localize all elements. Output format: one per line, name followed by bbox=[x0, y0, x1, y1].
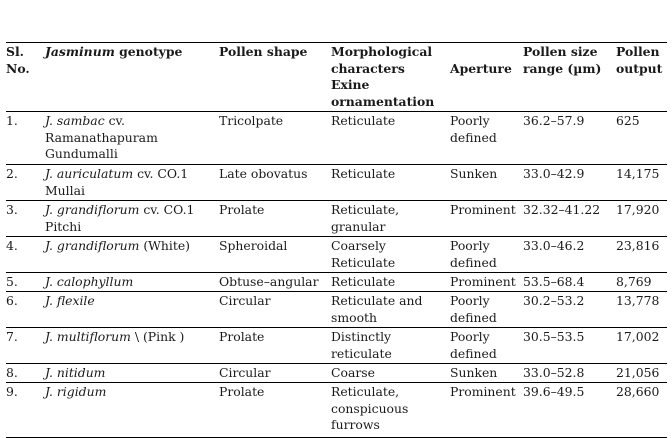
cultivar-name: \ (Pink ) bbox=[130, 329, 185, 344]
cell-morph: Reticulate, granular bbox=[331, 202, 400, 234]
cell-aperture: Prominent bbox=[450, 202, 516, 217]
cell-size: 33.0–46.2 bbox=[523, 238, 585, 253]
cell-aperture: Prominent bbox=[450, 384, 516, 399]
cell-genotype bbox=[45, 274, 133, 291]
header-shape: Pollen shape bbox=[219, 44, 308, 59]
cell-size: 32.32–41.22 bbox=[523, 202, 601, 217]
cell-shape: Tricolpate bbox=[219, 113, 284, 128]
cell-sl: 3. bbox=[6, 202, 18, 217]
cell-morph: Coarse bbox=[331, 365, 375, 380]
cell-shape: Obtuse–angular bbox=[219, 274, 319, 289]
cell-sl: 8. bbox=[6, 365, 18, 380]
cell-shape: Circular bbox=[219, 365, 271, 380]
cell-sl: 7. bbox=[6, 329, 18, 344]
species-name: J. grandiflorum bbox=[45, 202, 140, 217]
species-name: J. nitidum bbox=[45, 365, 106, 380]
cell-genotype bbox=[45, 329, 184, 346]
cell-shape: Prolate bbox=[219, 202, 265, 217]
cell-output: 625 bbox=[616, 113, 640, 128]
cultivar-name: cv. CO.1 Mullai bbox=[45, 166, 189, 198]
cell-output: 21,056 bbox=[616, 365, 660, 380]
cultivar-name: cv. Ramanathapuram Gundumalli bbox=[45, 113, 158, 161]
cell-genotype bbox=[45, 384, 106, 401]
species-name: J. grandiflorum bbox=[45, 238, 140, 253]
cell-size: 33.0–42.9 bbox=[523, 166, 585, 181]
cell-genotype bbox=[45, 293, 95, 310]
cell-sl: 4. bbox=[6, 238, 18, 253]
cultivar-name: (White) bbox=[139, 238, 190, 253]
cell-sl: 6. bbox=[6, 293, 18, 308]
cultivar-name: cv. CO.1 Pitchi bbox=[45, 202, 195, 234]
cell-output: 14,175 bbox=[616, 166, 660, 181]
cell-aperture: Sunken bbox=[450, 166, 498, 181]
table-body bbox=[6, 112, 667, 438]
table-row bbox=[6, 201, 667, 237]
header-aperture: Aperture bbox=[450, 61, 512, 76]
header-output: Pollen output bbox=[616, 44, 663, 76]
table-row bbox=[6, 328, 667, 364]
cell-morph: Coarsely Reticulate bbox=[331, 238, 396, 270]
cell-output: 28,660 bbox=[616, 384, 660, 399]
cell-output: 23,816 bbox=[616, 238, 660, 253]
cell-genotype bbox=[45, 365, 105, 382]
species-name: J. multiflorum bbox=[45, 329, 131, 344]
cell-shape: Spheroidal bbox=[219, 238, 288, 253]
cell-genotype bbox=[45, 202, 194, 235]
species-name: J. flexile bbox=[45, 293, 95, 308]
table-header bbox=[6, 42, 667, 112]
species-name: J. calophyllum bbox=[45, 274, 134, 289]
cell-shape: Late obovatus bbox=[219, 166, 308, 181]
cell-sl: 1. bbox=[6, 113, 18, 128]
pollen-table bbox=[6, 42, 667, 438]
cell-aperture: Prominent bbox=[450, 274, 516, 289]
cell-shape: Prolate bbox=[219, 329, 265, 344]
header-genotype-rest: genotype bbox=[114, 44, 183, 59]
cell-output: 17,920 bbox=[616, 202, 660, 217]
cell-morph: Reticulate bbox=[331, 113, 396, 128]
cell-size: 39.6–49.5 bbox=[523, 384, 585, 399]
species-name: J. auriculatum bbox=[45, 166, 134, 181]
cell-aperture: Poorly defined bbox=[450, 293, 497, 325]
cell-morph: Reticulate bbox=[331, 274, 396, 289]
cell-sl: 2. bbox=[6, 166, 18, 181]
header-genotype-italic: Jasminum bbox=[45, 44, 115, 59]
header-morph: Morphological characters Exine ornamentation bbox=[331, 44, 435, 109]
header-sl: Sl. No. bbox=[6, 44, 30, 76]
table-row bbox=[6, 292, 667, 328]
cell-sl: 5. bbox=[6, 274, 18, 289]
cell-output: 13,778 bbox=[616, 293, 660, 308]
cell-shape: Circular bbox=[219, 293, 271, 308]
cell-morph: Reticulate bbox=[331, 166, 396, 181]
cell-aperture: Poorly defined bbox=[450, 238, 497, 270]
cell-sl: 9. bbox=[6, 384, 18, 399]
cell-aperture: Sunken bbox=[450, 365, 498, 380]
cell-size: 33.0–52.8 bbox=[523, 365, 585, 380]
header-size: Pollen size range (µm) bbox=[523, 44, 602, 76]
species-name: J. rigidum bbox=[45, 384, 107, 399]
cell-size: 53.5–68.4 bbox=[523, 274, 585, 289]
cell-genotype bbox=[45, 238, 190, 255]
cell-size: 36.2–57.9 bbox=[523, 113, 585, 128]
cell-shape: Prolate bbox=[219, 384, 265, 399]
cell-aperture: Poorly defined bbox=[450, 329, 497, 361]
cell-genotype bbox=[45, 113, 158, 163]
table-row bbox=[6, 237, 667, 273]
cell-size: 30.2–53.2 bbox=[523, 293, 585, 308]
header-genotype bbox=[45, 44, 182, 61]
cell-size: 30.5–53.5 bbox=[523, 329, 585, 344]
cell-morph: Reticulate and smooth bbox=[331, 293, 423, 325]
cell-aperture: Poorly defined bbox=[450, 113, 497, 145]
table-row bbox=[6, 273, 667, 292]
cell-morph: Reticulate, conspicuous furrows bbox=[331, 384, 409, 432]
cell-genotype bbox=[45, 166, 188, 199]
cell-output: 17,002 bbox=[616, 329, 660, 344]
table-row bbox=[6, 165, 667, 201]
table-row bbox=[6, 364, 667, 383]
cell-morph: Distinctly reticulate bbox=[331, 329, 392, 361]
cell-output: 8,769 bbox=[616, 274, 652, 289]
table-row bbox=[6, 112, 667, 165]
species-name: J. sambac bbox=[45, 113, 105, 128]
